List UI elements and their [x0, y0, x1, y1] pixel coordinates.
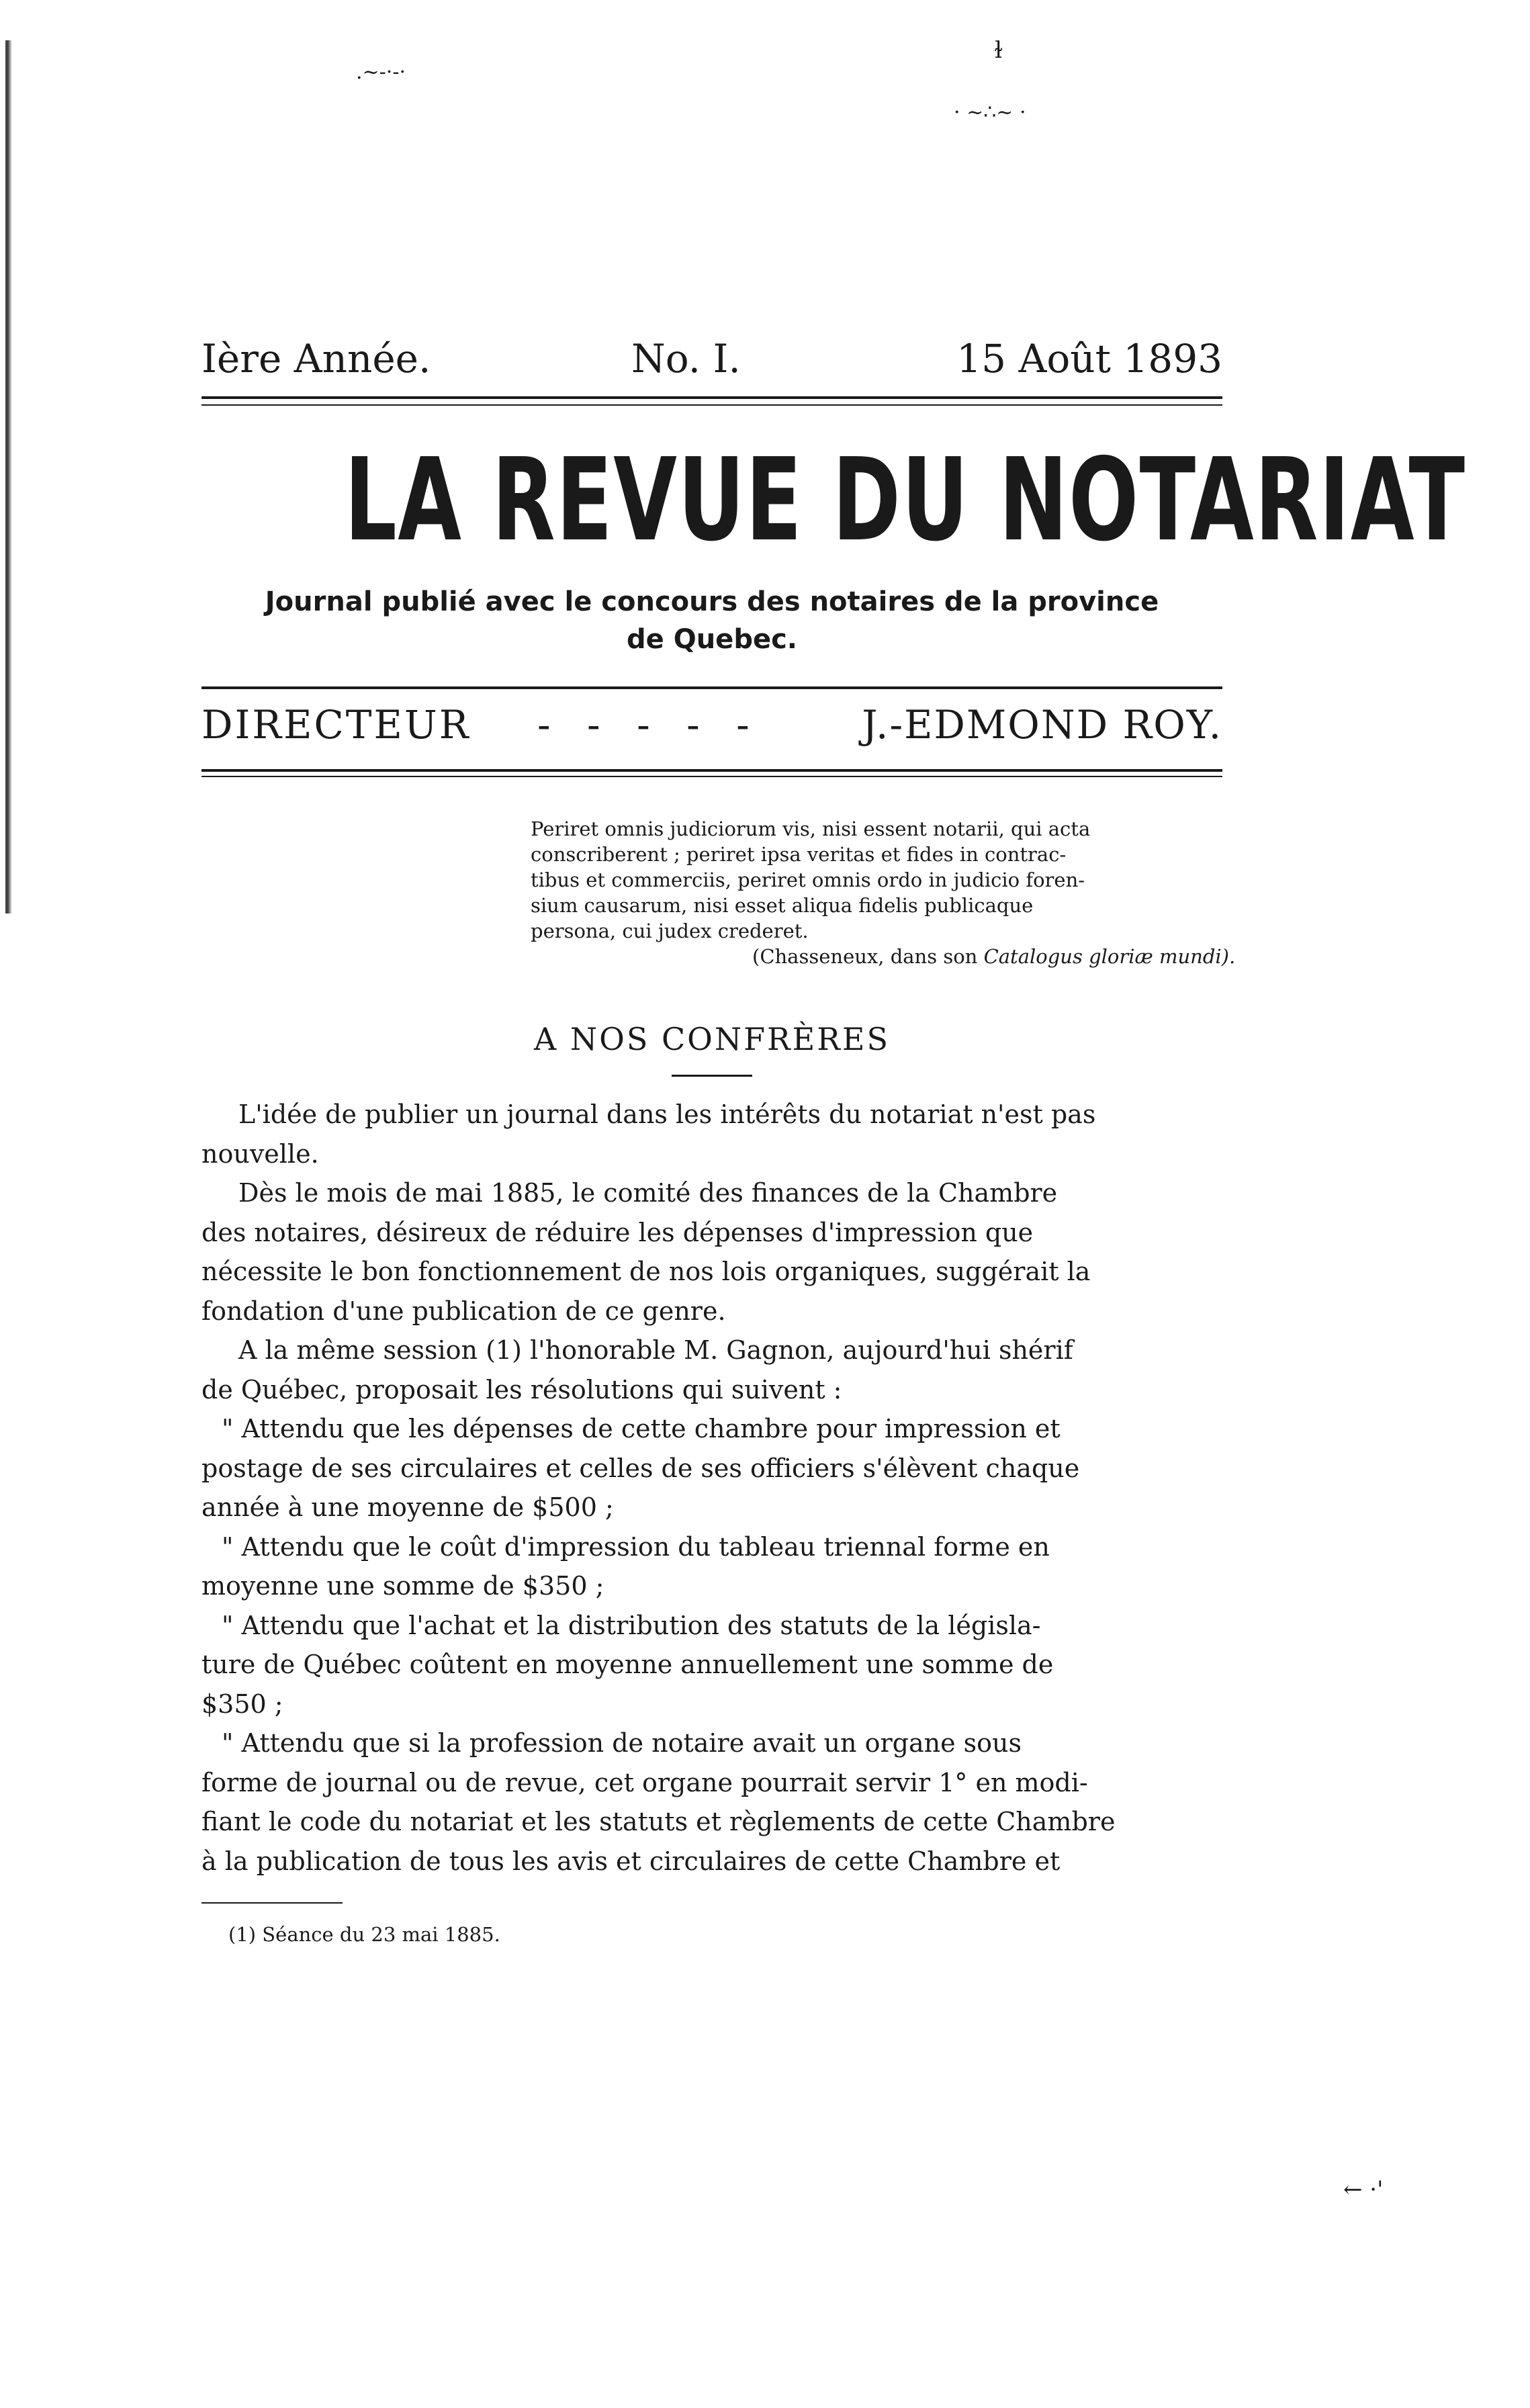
body-line: forme de journal ou de revue, cet organe pourrait servir 1° en modi- — [201, 1767, 1088, 1797]
body-line: Dès le mois de mai 1885, le comité des finances de la Chambre — [238, 1178, 1058, 1208]
masthead-rule-top-thin — [201, 404, 1222, 406]
body-line: " Attendu que le coût d'impression du tableau triennal forme en — [222, 1531, 1050, 1562]
ink-speck: ɫ — [994, 37, 1003, 64]
article-body — [201, 1095, 1222, 1881]
director-rule-bottom — [201, 769, 1222, 772]
footnote-rule — [201, 1902, 343, 1904]
epigraph-line: sium causarum, nisi esset aliqua fidelis publicaque — [531, 894, 1034, 917]
section-title: A NOS CONFRÈRES — [534, 1021, 890, 1057]
epigraph-attribution — [531, 944, 1236, 969]
attribution-work: Catalogus gloriæ mundi). — [983, 945, 1236, 968]
epigraph-line: conscriberent ; periret ipsa veritas et fides in contrac- — [531, 843, 1067, 866]
year-label: Ière Année. — [201, 336, 431, 382]
epigraph-line: Periret omnis judiciorum vis, nisi essent notarii, qui acta — [531, 817, 1091, 840]
body-line: nouvelle. — [201, 1139, 319, 1169]
epigraph-line: tibus et commerciis, periret omnis ordo in judicio foren- — [531, 868, 1085, 891]
director-label: DIRECTEUR — [201, 702, 471, 748]
issue-number: No. I. — [631, 336, 741, 382]
issue-date: 15 Août 1893 — [956, 336, 1222, 382]
body-line: de Québec, proposait les résolutions qui suivent : — [201, 1374, 842, 1404]
body-line: A la même session (1) l'honorable M. Gagnon, aujourd'hui shérif — [238, 1335, 1073, 1365]
newspaper-title: LA REVUE DU NOTARIAT — [344, 434, 1466, 567]
body-line: nécessite le bon fonctionnement de nos lois organiques, suggérait la — [201, 1257, 1091, 1286]
attribution-prefix: (Chasseneux, dans son — [752, 945, 984, 968]
ink-speck: · ~∴~ · — [954, 101, 1026, 124]
masthead-meta — [201, 336, 1222, 383]
director-rule-bottom-thin — [201, 776, 1222, 777]
body-line: " Attendu que l'achat et la distribution des statuts de la législa- — [222, 1610, 1041, 1640]
body-line: fondation d'une publication de ce genre. — [201, 1296, 726, 1326]
body-line: fiant le code du notariat et les statuts et règlements de cette Chambre — [201, 1807, 1116, 1836]
body-line: à la publication de tous les avis et circulaires de cette Chambre et — [201, 1846, 1061, 1876]
subtitle-line: Journal publié avec le concours des notaires de la province — [265, 586, 1159, 617]
binding-edge — [5, 40, 12, 913]
section-rule — [672, 1075, 752, 1077]
director-line — [201, 702, 1222, 756]
body-line: L'idée de publier un journal dans les intérêts du notariat n'est pas — [238, 1100, 1096, 1129]
epigraph — [531, 816, 1236, 969]
body-line: " Attendu que si la profession de notaire avait un organe sous — [222, 1728, 1022, 1758]
ink-speck: .~-·-· — [356, 60, 406, 84]
director-dashes: - - - - - — [537, 702, 762, 748]
body-line: " Attendu que les dépenses de cette chambre pour impression et — [222, 1414, 1061, 1443]
ink-speck: ← ·' — [1343, 2176, 1384, 2203]
body-line: postage de ses circulaires et celles de ses officiers s'élèvent chaque — [201, 1453, 1080, 1483]
body-line: ture de Québec coûtent en moyenne annuellement une somme de — [201, 1650, 1054, 1679]
epigraph-line: persona, cui judex crederet. — [531, 920, 809, 942]
director-rule-top — [201, 686, 1222, 689]
body-line: année à une moyenne de $500 ; — [201, 1492, 614, 1522]
masthead-rule-top — [201, 396, 1222, 399]
footnote: (1) Séance du 23 mai 1885. — [228, 1923, 500, 1946]
body-line: moyenne une somme de $350 ; — [201, 1571, 604, 1601]
page — [201, 0, 1466, 2408]
director-name: J.-EDMOND ROY. — [862, 702, 1222, 748]
subtitle — [242, 583, 1182, 658]
subtitle-line: de Quebec. — [627, 624, 797, 655]
body-line: $350 ; — [201, 1689, 283, 1719]
body-line: des notaires, désireux de réduire les dépenses d'impression que — [201, 1217, 1034, 1247]
